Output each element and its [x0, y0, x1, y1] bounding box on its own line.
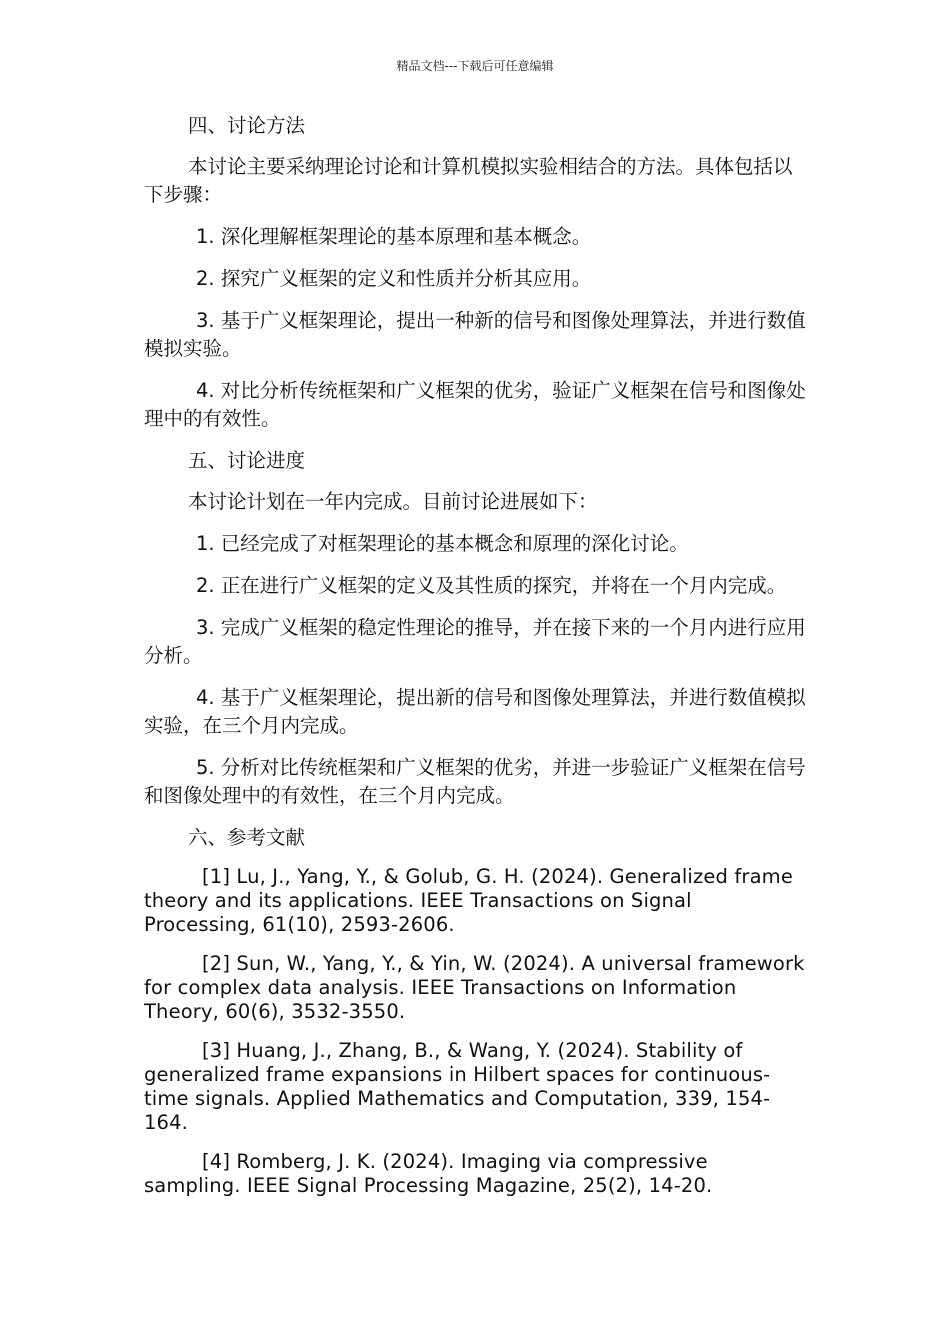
methods-step: 3. 基于广义框架理论，提出一种新的信号和图像处理算法，并进行数值模拟实验。 — [144, 309, 806, 360]
progress-item: 4. 基于广义框架理论，提出新的信号和图像处理算法，并进行数值模拟实验，在三个月内完成。 — [144, 686, 806, 737]
section-heading-methods: 四、讨论方法 — [188, 114, 306, 137]
page-header: 精品文档---下载后可任意编辑 — [396, 59, 554, 73]
reference-entry: [1] Lu, J., Yang, Y., & Golub, G. H. (2024). Generalized frame theory and its applications. IEEE Transactions on Signal Processing, 61(10), 2593-2606. — [144, 865, 793, 936]
methods-step: 1. 深化理解框架理论的基本原理和基本概念。 — [196, 225, 592, 248]
document-body — [144, 112, 809, 1213]
reference-entry: [2] Sun, W., Yang, Y., & Yin, W. (2024). A universal framework for complex data analysis. IEEE Transactions on Information Theory, 60(6), 3532-3550. — [144, 952, 805, 1023]
reference-entry: [4] Romberg, J. K. (2024). Imaging via compressive sampling. IEEE Signal Processing Magazine, 25(2), 14-20. — [144, 1150, 713, 1197]
methods-step: 2. 探究广义框架的定义和性质并分析其应用。 — [196, 267, 592, 290]
methods-intro: 本讨论主要采纳理论讨论和计算机模拟实验相结合的方法。具体包括以下步骤： — [144, 155, 793, 206]
progress-intro: 本讨论计划在一年内完成。目前讨论进展如下： — [188, 490, 598, 513]
section-heading-references: 六、参考文献 — [188, 826, 306, 849]
reference-entry: [3] Huang, J., Zhang, B., & Wang, Y. (2024). Stability of generalized frame expansions in Hilbert spaces for continuous-time signals. Applied Mathematics and Computation, 339, 154-164. — [144, 1039, 771, 1134]
progress-item: 5. 分析对比传统框架和广义框架的优劣，并进一步验证广义框架在信号和图像处理中的有效性，在三个月内完成。 — [144, 756, 806, 807]
progress-item: 2. 正在进行广义框架的定义及其性质的探究，并将在一个月内完成。 — [196, 574, 787, 597]
progress-item: 3. 完成广义框架的稳定性理论的推导，并在接下来的一个月内进行应用分析。 — [144, 616, 806, 667]
progress-item: 1. 已经完成了对框架理论的基本概念和原理的深化讨论。 — [196, 532, 689, 555]
section-heading-progress: 五、讨论进度 — [188, 449, 306, 472]
methods-step: 4. 对比分析传统框架和广义框架的优劣，验证广义框架在信号和图像处理中的有效性。 — [144, 379, 806, 430]
